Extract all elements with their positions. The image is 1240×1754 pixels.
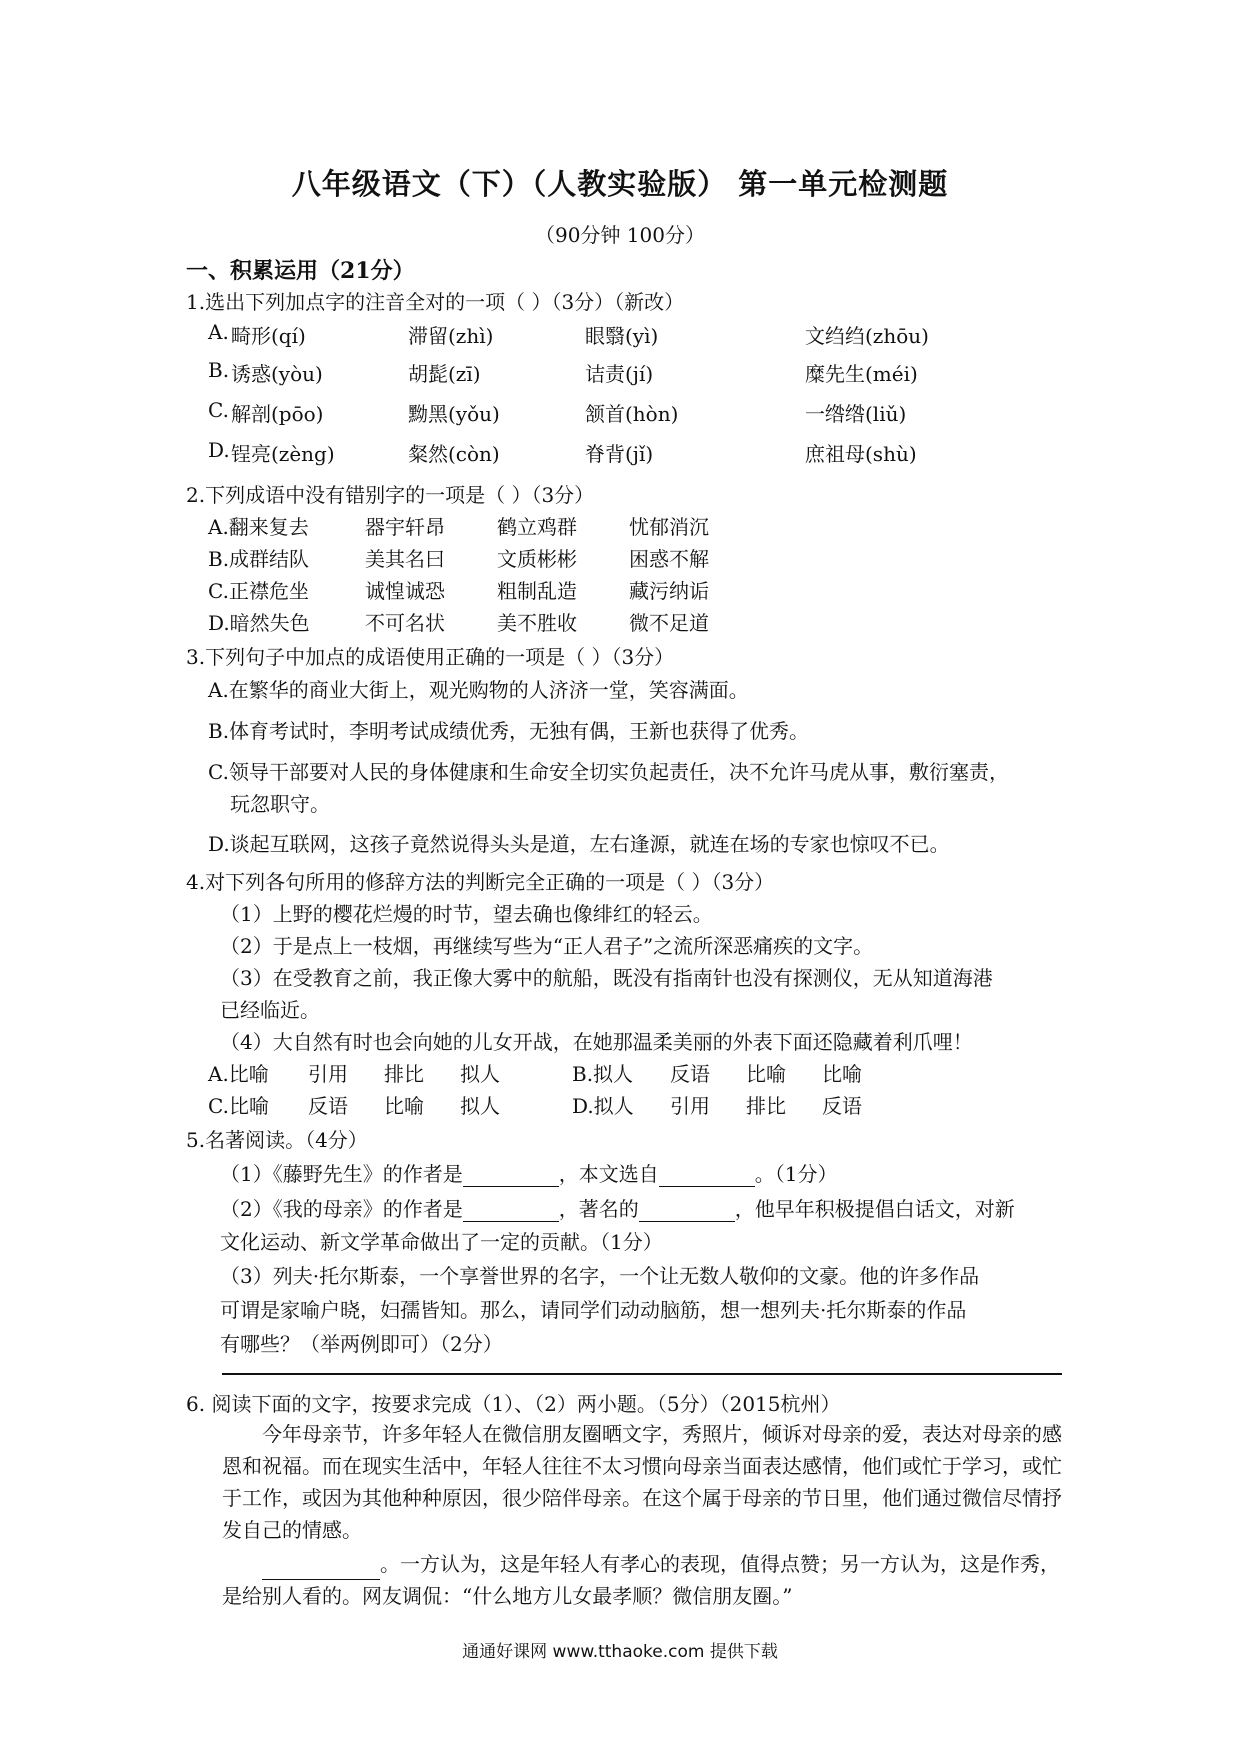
option-cell: 拟人 [460,1094,500,1118]
option-cell: 诚惶诚恐 [365,579,445,603]
question-4-sentence-1: （1）上野的樱花烂熳的时节，望去确也像绯红的轻云。 [220,902,713,926]
option-cell: 锃亮(zèng) [231,442,335,466]
page-title: 八年级语文（下）（人教实验版） 第一单元检测题 [291,167,949,201]
question-1-stem: 1.选出下列加点字的注音全对的一项（ ）（3分）（新改） [186,290,685,314]
question-5-part-3-cont: 可谓是家喻户晓，妇孺皆知。那么，请同学们动动脑筋，想一想列夫·托尔斯泰的作品 [220,1298,967,1322]
question-3-option-c-cont: 玩忽职守。 [230,792,330,816]
question-5-part-3: （3）列夫·托尔斯泰，一个享誉世界的名字，一个让无数人敬仰的文豪。他的许多作品 [220,1264,980,1288]
option-cell: 美其名曰 [365,547,445,571]
answer-line[interactable] [222,1373,1062,1375]
option-cell: 解剖(pōo) [231,402,324,426]
question-5-part-2-text: （2）《我的母亲》的作者是 [220,1197,463,1221]
option-cell: 拟人 [460,1062,500,1086]
option-cell: 微不足道 [629,611,709,635]
option-cell: 滞留(zhì) [408,324,494,348]
question-5-part-1 [220,1158,837,1187]
option-cell: 眼翳(yì) [585,324,659,348]
reading-passage-paragraph [222,1548,1062,1612]
question-4-sentence-3: （3）在受教育之前，我正像大雾中的航船，既没有指南针也没有探测仪，无从知道海港 [220,966,993,990]
question-5-part-1-text: （1）《藤野先生》的作者是 [220,1162,463,1186]
question-5-part-1-text: ，本文选自 [558,1162,659,1186]
option-cell: 排比 [746,1094,786,1118]
question-4-sentence-4: （4）大自然有时也会向她的儿女开战，在她那温柔美丽的外表下面还隐藏着利爪哩！ [220,1030,973,1054]
question-3-option-b: B.体育考试时，李明考试成绩优秀，无独有偶，王新也获得了优秀。 [208,719,810,743]
option-cell: D.拟人 [572,1094,634,1118]
section-heading: 一、积累运用（21分） [186,258,415,284]
option-cell: 文质彬彬 [497,547,577,571]
option-cell: 反语 [670,1062,710,1086]
reading-passage-text: 。一方认为，这是年轻人有孝心的表现，值得点赞；另一方认为，这是作秀，是给别人看的。网友调侃：“什么地方儿女最孝顺？微信朋友圈。” [222,1552,1060,1608]
option-cell: C.正襟危坐 [208,579,309,603]
reading-passage-paragraph: 今年母亲节，许多年轻人在微信朋友圈晒文字，秀照片，倾诉对母亲的爱，表达对母亲的感恩和祝福。而在现实生活中，年轻人往往不太习惯向母亲当面表达感情，他们或忙于学习，或忙于工作，或因为其他种种原因，很少陪伴母亲。在这个属于母亲的节日里，他们通过微信尽情抒发自己的情感。 [222,1422,1062,1542]
option-cell: 畸形(qí) [231,324,306,348]
option-cell: 不可名状 [365,611,445,635]
question-5-part-2 [220,1193,1015,1222]
option-cell: 胡髭(zī) [408,362,481,386]
option-cell: 诱惑(yòu) [231,362,323,386]
option-cell: 黝黑(yǒu) [408,402,500,426]
question-3-option-d: D.谈起互联网，这孩子竟然说得头头是道，左右逢源，就连在场的专家也惊叹不已。 [208,832,950,856]
option-cell: 一绺绺(liǔ) [805,402,907,426]
option-cell: 比喻 [746,1062,786,1086]
question-3-option-c: C.领导干部要对人民的身体健康和生命安全切实负起责任，决不允许马虎从事，敷衍塞责， [208,760,1009,784]
option-cell: 诘责(jí) [585,362,654,386]
answer-blank[interactable] [659,1168,755,1187]
question-3-option-a: A.在繁华的商业大街上，观光购物的人济济一堂，笑容满面。 [208,678,749,702]
option-cell: 排比 [384,1062,424,1086]
question-2-stem: 2.下列成语中没有错别字的一项是（ ）（3分） [186,483,595,507]
option-cell: 粲然(còn) [408,442,500,466]
question-5-part-3-cont: 有哪些？（举两例即可）（2分） [220,1332,503,1356]
option-cell: 美不胜收 [497,611,577,635]
option-cell: 鹤立鸡群 [497,515,577,539]
option-label: B. [208,358,230,382]
option-label: C. [208,398,229,422]
question-5-stem: 5.名著阅读。（4分） [186,1128,368,1152]
question-5-part-2-text: ，著名的 [558,1197,639,1221]
option-cell: 反语 [308,1094,348,1118]
answer-blank[interactable] [262,1561,380,1580]
option-cell: 引用 [308,1062,348,1086]
option-cell: 比喻 [822,1062,862,1086]
option-cell: 文绉绉(zhōu) [805,324,929,348]
question-5-part-2-cont: 文化运动、新文学革命做出了一定的贡献。（1分） [220,1230,663,1254]
answer-blank[interactable] [639,1203,735,1222]
option-cell: 脊背(jǐ) [585,442,654,466]
option-label: A. [208,320,229,344]
option-cell: 器宇轩昂 [365,515,445,539]
question-4-stem: 4.对下列各句所用的修辞方法的判断完全正确的一项是（ ）（3分） [186,870,775,894]
option-cell: 颔首(hòn) [585,402,679,426]
option-cell: A.翻来复去 [208,515,309,539]
question-4-sentence-3-cont: 已经临近。 [220,998,320,1022]
answer-blank[interactable] [463,1168,559,1187]
exam-duration-score: （90分钟 100分） [535,223,705,247]
option-cell: 反语 [822,1094,862,1118]
answer-blank[interactable] [463,1203,559,1222]
option-cell: 糜先生(méi) [805,362,918,386]
option-cell: 藏污纳诟 [629,579,709,603]
question-5-part-2-text: ，他早年积极提倡白话文，对新 [734,1197,1015,1221]
option-cell: C.比喻 [208,1094,269,1118]
question-6-stem: 6. 阅读下面的文字，按要求完成（1）、（2）两小题。（5分）（2015杭州） [186,1392,841,1416]
option-cell: 粗制乱造 [497,579,577,603]
option-cell: 忧郁消沉 [629,515,709,539]
option-label: D. [208,438,230,462]
option-cell: 引用 [670,1094,710,1118]
option-cell: D.暗然失色 [208,611,310,635]
option-cell: 困惑不解 [629,547,709,571]
option-cell: 庶祖母(shù) [805,442,917,466]
page-footer: 通通好课网 www.tthaoke.com 提供下载 [462,1642,778,1662]
question-3-stem: 3.下列句子中加点的成语使用正确的一项是（ ）（3分） [186,645,675,669]
option-cell: 比喻 [384,1094,424,1118]
option-cell: B.拟人 [572,1062,634,1086]
option-cell: A.比喻 [208,1062,269,1086]
question-4-sentence-2: （2）于是点上一枝烟，再继续写些为“正人君子”之流所深恶痛疾的文字。 [220,934,874,958]
question-5-part-1-text: 。（1分） [754,1162,838,1186]
option-cell: B.成群结队 [208,547,310,571]
